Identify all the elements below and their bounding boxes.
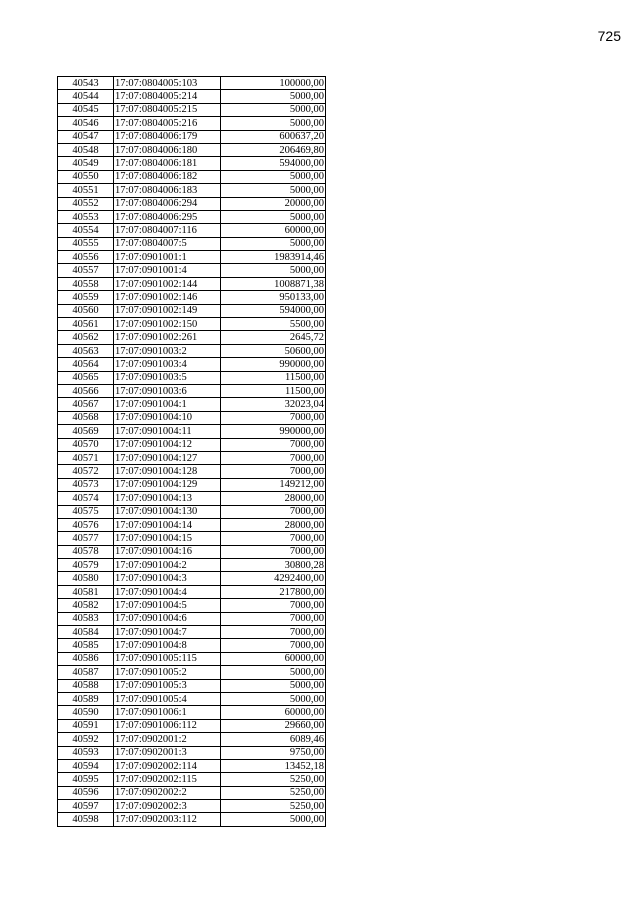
row-number-cell: 40555 [58,237,114,250]
row-number-cell: 40546 [58,117,114,130]
value-cell: 5000,00 [221,184,326,197]
table-row [58,438,326,451]
cadastral-number-cell: 17:07:0901005:3 [114,679,221,692]
cadastral-number-cell: 17:07:0901004:3 [114,572,221,585]
row-number-cell: 40583 [58,612,114,625]
row-number-cell: 40547 [58,130,114,143]
row-number-cell: 40575 [58,505,114,518]
row-number-cell: 40577 [58,532,114,545]
cadastral-number-cell: 17:07:0901004:13 [114,492,221,505]
value-cell: 950133,00 [221,291,326,304]
row-number-cell: 40595 [58,773,114,786]
row-number-cell: 40594 [58,759,114,772]
table-row [58,130,326,143]
cadastral-number-cell: 17:07:0804005:215 [114,103,221,116]
cadastral-number-cell: 17:07:0804006:295 [114,210,221,223]
cadastral-number-cell: 17:07:0901004:10 [114,411,221,424]
value-cell: 7000,00 [221,438,326,451]
table-row [58,103,326,116]
cadastral-number-cell: 17:07:0901004:5 [114,599,221,612]
value-cell: 5000,00 [221,692,326,705]
row-number-cell: 40570 [58,438,114,451]
cadastral-number-cell: 17:07:0901004:7 [114,626,221,639]
table-row [58,612,326,625]
cadastral-number-cell: 17:07:0901004:128 [114,465,221,478]
table-row [58,425,326,438]
value-cell: 5000,00 [221,666,326,679]
cadastral-number-cell: 17:07:0804005:103 [114,77,221,90]
table-row [58,559,326,572]
cadastral-number-cell: 17:07:0902002:115 [114,773,221,786]
table-row [58,800,326,813]
cadastral-number-cell: 17:07:0901004:127 [114,451,221,464]
row-number-cell: 40573 [58,478,114,491]
cadastral-number-cell: 17:07:0804006:180 [114,143,221,156]
row-number-cell: 40561 [58,318,114,331]
value-cell: 1008871,38 [221,277,326,290]
row-number-cell: 40550 [58,170,114,183]
row-number-cell: 40549 [58,157,114,170]
row-number-cell: 40585 [58,639,114,652]
table-row [58,813,326,826]
table-row [58,157,326,170]
value-cell: 60000,00 [221,224,326,237]
row-number-cell: 40593 [58,746,114,759]
table-row [58,184,326,197]
row-number-cell: 40551 [58,184,114,197]
cadastral-number-cell: 17:07:0804006:182 [114,170,221,183]
row-number-cell: 40552 [58,197,114,210]
cadastral-number-cell: 17:07:0901005:2 [114,666,221,679]
value-cell: 7000,00 [221,465,326,478]
row-number-cell: 40579 [58,559,114,572]
page-number: 725 [597,28,621,44]
table-row [58,197,326,210]
row-number-cell: 40548 [58,143,114,156]
cadastral-number-cell: 17:07:0901002:149 [114,304,221,317]
table-row [58,117,326,130]
table-row [58,492,326,505]
value-cell: 5000,00 [221,170,326,183]
table-row [58,251,326,264]
table-row [58,398,326,411]
table-row [58,318,326,331]
table-row [58,773,326,786]
cadastral-number-cell: 17:07:0901002:150 [114,318,221,331]
cadastral-number-cell: 17:07:0901004:6 [114,612,221,625]
table-row [58,451,326,464]
row-number-cell: 40553 [58,210,114,223]
cadastral-number-cell: 17:07:0901003:2 [114,344,221,357]
value-cell: 5000,00 [221,237,326,250]
value-cell: 13452,18 [221,759,326,772]
table-row [58,692,326,705]
cadastral-number-cell: 17:07:0901002:144 [114,277,221,290]
row-number-cell: 40556 [58,251,114,264]
table-row [58,626,326,639]
cadastral-number-cell: 17:07:0901004:130 [114,505,221,518]
table-body [58,77,326,827]
value-cell: 7000,00 [221,599,326,612]
cadastral-number-cell: 17:07:0901003:6 [114,384,221,397]
value-cell: 1983914,46 [221,251,326,264]
row-number-cell: 40557 [58,264,114,277]
value-cell: 594000,00 [221,304,326,317]
value-cell: 5000,00 [221,679,326,692]
table-row [58,639,326,652]
row-number-cell: 40554 [58,224,114,237]
value-cell: 5250,00 [221,786,326,799]
value-cell: 600637,20 [221,130,326,143]
value-cell: 5000,00 [221,210,326,223]
value-cell: 7000,00 [221,451,326,464]
value-cell: 594000,00 [221,157,326,170]
row-number-cell: 40571 [58,451,114,464]
cadastral-number-cell: 17:07:0901005:115 [114,652,221,665]
value-cell: 5000,00 [221,103,326,116]
table-row [58,331,326,344]
value-cell: 6089,46 [221,733,326,746]
value-cell: 5000,00 [221,90,326,103]
table-row [58,465,326,478]
row-number-cell: 40563 [58,344,114,357]
row-number-cell: 40596 [58,786,114,799]
value-cell: 7000,00 [221,612,326,625]
cadastral-number-cell: 17:07:0804007:116 [114,224,221,237]
value-cell: 5000,00 [221,264,326,277]
value-cell: 100000,00 [221,77,326,90]
cadastral-number-cell: 17:07:0902003:112 [114,813,221,826]
table-row [58,505,326,518]
table-row [58,478,326,491]
value-cell: 11500,00 [221,371,326,384]
cadastral-number-cell: 17:07:0804005:214 [114,90,221,103]
value-cell: 32023,04 [221,398,326,411]
row-number-cell: 40584 [58,626,114,639]
row-number-cell: 40564 [58,358,114,371]
value-cell: 29660,00 [221,719,326,732]
table-row [58,652,326,665]
row-number-cell: 40543 [58,77,114,90]
row-number-cell: 40572 [58,465,114,478]
row-number-cell: 40559 [58,291,114,304]
value-cell: 20000,00 [221,197,326,210]
value-cell: 11500,00 [221,384,326,397]
value-cell: 60000,00 [221,652,326,665]
cadastral-number-cell: 17:07:0901004:4 [114,585,221,598]
value-cell: 30800,28 [221,559,326,572]
cadastral-number-cell: 17:07:0804006:181 [114,157,221,170]
table-row [58,719,326,732]
row-number-cell: 40590 [58,706,114,719]
table-row [58,358,326,371]
cadastral-number-cell: 17:07:0804006:183 [114,184,221,197]
cadastral-number-cell: 17:07:0901005:4 [114,692,221,705]
cadastral-number-cell: 17:07:0901001:1 [114,251,221,264]
table-row [58,599,326,612]
value-cell: 7000,00 [221,545,326,558]
cadastral-number-cell: 17:07:0804007:5 [114,237,221,250]
value-cell: 5250,00 [221,773,326,786]
cadastral-number-cell: 17:07:0901002:261 [114,331,221,344]
table-row [58,746,326,759]
cadastral-number-cell: 17:07:0804005:216 [114,117,221,130]
table-row [58,786,326,799]
cadastral-number-cell: 17:07:0901004:11 [114,425,221,438]
row-number-cell: 40598 [58,813,114,826]
row-number-cell: 40569 [58,425,114,438]
table-row [58,224,326,237]
cadastral-number-cell: 17:07:0902002:2 [114,786,221,799]
value-cell: 7000,00 [221,505,326,518]
value-cell: 5000,00 [221,813,326,826]
table-row [58,706,326,719]
cadastral-number-cell: 17:07:0901001:4 [114,264,221,277]
table-row [58,679,326,692]
table-row [58,532,326,545]
row-number-cell: 40580 [58,572,114,585]
row-number-cell: 40544 [58,90,114,103]
value-cell: 7000,00 [221,626,326,639]
value-cell: 60000,00 [221,706,326,719]
cadastral-number-cell: 17:07:0902002:114 [114,759,221,772]
value-cell: 4292400,00 [221,572,326,585]
value-cell: 206469,80 [221,143,326,156]
cadastral-number-cell: 17:07:0901006:1 [114,706,221,719]
value-cell: 990000,00 [221,425,326,438]
row-number-cell: 40591 [58,719,114,732]
table-row [58,518,326,531]
value-cell: 7000,00 [221,639,326,652]
table-row [58,411,326,424]
row-number-cell: 40592 [58,733,114,746]
table-row [58,585,326,598]
cadastral-number-cell: 17:07:0804006:294 [114,197,221,210]
row-number-cell: 40587 [58,666,114,679]
cadastral-number-cell: 17:07:0902001:2 [114,733,221,746]
value-cell: 7000,00 [221,411,326,424]
table-row [58,371,326,384]
row-number-cell: 40567 [58,398,114,411]
table-row [58,277,326,290]
row-number-cell: 40558 [58,277,114,290]
table-row [58,264,326,277]
table-row [58,344,326,357]
value-cell: 50600,00 [221,344,326,357]
row-number-cell: 40545 [58,103,114,116]
value-cell: 9750,00 [221,746,326,759]
row-number-cell: 40581 [58,585,114,598]
row-number-cell: 40586 [58,652,114,665]
row-number-cell: 40568 [58,411,114,424]
cadastral-number-cell: 17:07:0901004:129 [114,478,221,491]
table-row [58,237,326,250]
table-row [58,143,326,156]
value-cell: 5250,00 [221,800,326,813]
cadastral-number-cell: 17:07:0804006:179 [114,130,221,143]
table-row [58,545,326,558]
cadastral-number-cell: 17:07:0902002:3 [114,800,221,813]
value-cell: 7000,00 [221,532,326,545]
table-row [58,291,326,304]
table-row [58,90,326,103]
cadastral-number-cell: 17:07:0901004:2 [114,559,221,572]
row-number-cell: 40576 [58,518,114,531]
value-cell: 2645,72 [221,331,326,344]
row-number-cell: 40574 [58,492,114,505]
table-row [58,170,326,183]
table-row [58,210,326,223]
table-row [58,759,326,772]
value-cell: 149212,00 [221,478,326,491]
row-number-cell: 40582 [58,599,114,612]
cadastral-number-cell: 17:07:0901004:1 [114,398,221,411]
table-row [58,733,326,746]
row-number-cell: 40566 [58,384,114,397]
cadastral-number-cell: 17:07:0901003:4 [114,358,221,371]
value-cell: 28000,00 [221,518,326,531]
row-number-cell: 40560 [58,304,114,317]
table-row [58,304,326,317]
row-number-cell: 40565 [58,371,114,384]
table-row [58,666,326,679]
cadastral-number-cell: 17:07:0901006:112 [114,719,221,732]
table-row [58,572,326,585]
value-cell: 217800,00 [221,585,326,598]
value-cell: 5000,00 [221,117,326,130]
row-number-cell: 40597 [58,800,114,813]
row-number-cell: 40588 [58,679,114,692]
cadastral-number-cell: 17:07:0901004:15 [114,532,221,545]
cadastral-number-cell: 17:07:0901004:16 [114,545,221,558]
cadastral-number-cell: 17:07:0901004:8 [114,639,221,652]
row-number-cell: 40562 [58,331,114,344]
cadastral-number-cell: 17:07:0901004:14 [114,518,221,531]
cadastral-value-table [57,76,326,827]
value-cell: 5500,00 [221,318,326,331]
cadastral-number-cell: 17:07:0902001:3 [114,746,221,759]
table-row [58,77,326,90]
cadastral-number-cell: 17:07:0901004:12 [114,438,221,451]
value-cell: 990000,00 [221,358,326,371]
row-number-cell: 40589 [58,692,114,705]
row-number-cell: 40578 [58,545,114,558]
cadastral-number-cell: 17:07:0901003:5 [114,371,221,384]
cadastral-number-cell: 17:07:0901002:146 [114,291,221,304]
value-cell: 28000,00 [221,492,326,505]
table-row [58,384,326,397]
